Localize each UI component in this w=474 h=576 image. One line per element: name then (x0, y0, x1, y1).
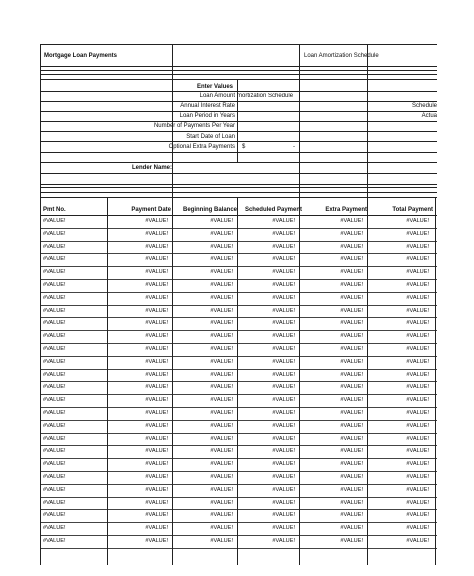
table-cell: #VALUE! (145, 410, 168, 416)
grid-line (41, 70, 437, 71)
table-cell: #VALUE! (210, 282, 233, 288)
table-cell: #VALUE! (210, 397, 233, 404)
table-cell: #VALUE! (145, 269, 168, 276)
grid-line (172, 197, 173, 565)
table-cell: #VALUE! (272, 371, 295, 378)
grid-line (41, 394, 437, 395)
table-cell: #VALUE! (340, 512, 363, 519)
table-cell: #VALUE! (210, 269, 233, 276)
grid-line (41, 173, 437, 174)
table-cell: #VALUE! (145, 384, 168, 391)
grid-line (41, 458, 437, 459)
table-cell: #VALUE! (145, 486, 168, 493)
table-cell: #VALUE! (210, 371, 233, 378)
table-cell: #VALUE! (272, 320, 295, 327)
grid-line (41, 548, 437, 549)
table-cell: #VALUE! (406, 371, 429, 378)
col-header-payment-date: Payment Date (131, 207, 171, 213)
table-cell: #VALUE! (272, 461, 295, 468)
grid-line (41, 187, 437, 188)
grid-line (41, 79, 437, 80)
table-cell: #VALUE! (406, 448, 429, 455)
table-cell: #VALUE! (272, 269, 295, 276)
row-pmt-no: #VALUE! (43, 218, 66, 224)
grid-line (41, 484, 437, 485)
row-pmt-no: #VALUE! (43, 282, 66, 288)
table-cell: #VALUE! (406, 243, 429, 250)
grid-line (107, 197, 108, 565)
table-cell: #VALUE! (406, 525, 429, 532)
row-pmt-no: #VALUE! (43, 474, 66, 480)
grid-line (41, 330, 437, 331)
grid-line (41, 266, 437, 267)
col-header-beginning-balance: Beginning Balance (182, 207, 237, 213)
table-cell: #VALUE! (272, 422, 295, 429)
lender-name-label: Lender Name: (131, 165, 172, 171)
table-cell: #VALUE! (145, 397, 168, 404)
table-cell: #VALUE! (210, 538, 233, 544)
table-cell: #VALUE! (272, 525, 295, 532)
table-cell: #VALUE! (340, 525, 363, 532)
table-cell: #VALUE! (145, 358, 168, 365)
table-cell: #VALUE! (340, 397, 363, 404)
table-cell: #VALUE! (406, 282, 429, 288)
grid-line (435, 197, 436, 565)
grid-line (299, 45, 300, 197)
grid-line (41, 420, 437, 421)
schedule-title: Loan Amortization Schedule (304, 53, 379, 59)
table-cell: #VALUE! (406, 346, 429, 352)
table-cell: #VALUE! (406, 410, 429, 416)
table-cell: #VALUE! (145, 371, 168, 378)
table-cell: #VALUE! (406, 333, 429, 340)
table-cell: #VALUE! (145, 448, 168, 455)
table-cell: #VALUE! (272, 486, 295, 493)
input-value-extra-dash: - (293, 144, 295, 150)
col-header-scheduled-payment: Scheduled Payment (244, 207, 302, 213)
table-cell: #VALUE! (210, 384, 233, 391)
right-label-schedule: Schedule (411, 103, 437, 109)
grid-line (41, 535, 437, 536)
grid-line (41, 197, 437, 198)
table-cell: #VALUE! (272, 397, 295, 404)
spreadsheet (40, 44, 437, 565)
table-cell: #VALUE! (340, 499, 363, 506)
row-pmt-no: #VALUE! (43, 499, 66, 506)
row-pmt-no: #VALUE! (43, 525, 66, 532)
grid-line (41, 253, 437, 254)
grid-line (41, 101, 437, 102)
grid-line (41, 228, 437, 229)
table-cell: #VALUE! (340, 294, 363, 301)
row-pmt-no: #VALUE! (43, 435, 66, 442)
table-cell: #VALUE! (406, 218, 429, 224)
row-pmt-no: #VALUE! (43, 294, 66, 301)
grid-line (41, 433, 437, 434)
table-cell: #VALUE! (340, 320, 363, 327)
table-cell: #VALUE! (340, 538, 363, 544)
table-cell: #VALUE! (272, 538, 295, 544)
table-cell: #VALUE! (210, 486, 233, 493)
table-cell: #VALUE! (145, 243, 168, 250)
table-cell: #VALUE! (340, 282, 363, 288)
table-cell: #VALUE! (272, 358, 295, 365)
table-cell: #VALUE! (145, 333, 168, 340)
table-cell: #VALUE! (406, 461, 429, 468)
table-cell: #VALUE! (145, 282, 168, 288)
table-cell: #VALUE! (210, 448, 233, 455)
table-cell: #VALUE! (406, 499, 429, 506)
row-pmt-no: #VALUE! (43, 333, 66, 340)
table-cell: #VALUE! (406, 397, 429, 404)
table-cell: #VALUE! (272, 243, 295, 250)
table-cell: #VALUE! (272, 499, 295, 506)
table-cell: #VALUE! (210, 525, 233, 532)
table-cell: #VALUE! (145, 294, 168, 301)
table-cell: #VALUE! (145, 320, 168, 327)
input-label-extra-payments: Optional Extra Payments (168, 144, 235, 150)
row-pmt-no: #VALUE! (43, 358, 66, 365)
table-cell: #VALUE! (210, 294, 233, 301)
grid-line (299, 197, 300, 565)
grid-line (41, 356, 437, 357)
table-cell: #VALUE! (272, 256, 295, 263)
table-cell: #VALUE! (145, 525, 168, 532)
table-cell: #VALUE! (210, 512, 233, 519)
table-cell: #VALUE! (406, 269, 429, 276)
grid-line (41, 305, 437, 306)
grid-line (41, 215, 437, 216)
input-label-start-date: Start Date of Loan (186, 134, 235, 140)
input-label-interest-rate: Annual Interest Rate (180, 103, 235, 109)
table-cell: #VALUE! (272, 230, 295, 237)
input-label-loan-amount: Loan Amount (199, 93, 235, 99)
row-pmt-no: #VALUE! (43, 320, 66, 327)
col-header-total-payment: Total Payment (392, 207, 433, 213)
grid-line (41, 66, 437, 67)
row-pmt-no: #VALUE! (43, 256, 66, 263)
grid-line (41, 343, 437, 344)
table-cell: #VALUE! (340, 243, 363, 250)
table-cell: #VALUE! (272, 512, 295, 519)
row-pmt-no: #VALUE! (43, 346, 66, 352)
table-cell: #VALUE! (340, 435, 363, 442)
table-cell: #VALUE! (406, 307, 429, 314)
grid-line (41, 445, 437, 446)
table-cell: #VALUE! (210, 499, 233, 506)
table-cell: #VALUE! (340, 218, 363, 224)
table-cell: #VALUE! (340, 422, 363, 429)
row-pmt-no: #VALUE! (43, 397, 66, 404)
input-value-extra-currency[interactable]: $ (242, 144, 246, 150)
grid-line (41, 74, 437, 75)
row-pmt-no: #VALUE! (43, 538, 66, 544)
table-cell: #VALUE! (210, 256, 233, 263)
table-cell: #VALUE! (340, 230, 363, 237)
table-cell: #VALUE! (340, 371, 363, 378)
table-cell: #VALUE! (210, 410, 233, 416)
enter-values-heading: Enter Values (197, 84, 234, 90)
table-cell: #VALUE! (210, 422, 233, 429)
table-cell: #VALUE! (210, 358, 233, 365)
grid-line (41, 121, 437, 122)
row-pmt-no: #VALUE! (43, 384, 66, 391)
table-cell: #VALUE! (406, 294, 429, 301)
table-cell: #VALUE! (272, 294, 295, 301)
grid-line (41, 509, 437, 510)
table-cell: #VALUE! (340, 307, 363, 314)
table-cell: #VALUE! (272, 410, 295, 416)
grid-line (41, 241, 437, 242)
right-label-actual: Actua (421, 113, 437, 119)
grid-line (41, 522, 437, 523)
table-cell: #VALUE! (210, 218, 233, 224)
table-cell: #VALUE! (145, 346, 168, 352)
table-cell: #VALUE! (210, 230, 233, 237)
table-cell: #VALUE! (145, 218, 168, 224)
row-pmt-no: #VALUE! (43, 448, 66, 455)
table-cell: #VALUE! (340, 384, 363, 391)
table-cell: #VALUE! (210, 320, 233, 327)
table-cell: #VALUE! (340, 269, 363, 276)
table-cell: #VALUE! (145, 474, 168, 480)
row-pmt-no: #VALUE! (43, 307, 66, 314)
table-cell: #VALUE! (340, 256, 363, 263)
grid-line (41, 369, 437, 370)
table-cell: #VALUE! (406, 320, 429, 327)
grid-line (41, 471, 437, 472)
table-cell: #VALUE! (406, 256, 429, 263)
table-cell: #VALUE! (272, 282, 295, 288)
table-cell: #VALUE! (340, 474, 363, 480)
grid-line (237, 79, 238, 162)
table-cell: #VALUE! (210, 346, 233, 352)
row-pmt-no: #VALUE! (43, 410, 66, 416)
sheet-title: Mortgage Loan Payments (44, 53, 118, 59)
col-header-extra-payment: Extra Payment (325, 207, 367, 213)
table-cell: #VALUE! (145, 461, 168, 468)
grid-line (172, 45, 173, 197)
table-cell: #VALUE! (145, 230, 168, 237)
table-cell: #VALUE! (272, 333, 295, 340)
table-cell: #VALUE! (406, 435, 429, 442)
input-label-loan-period: Loan Period in Years (179, 113, 235, 119)
table-cell: #VALUE! (406, 230, 429, 237)
row-pmt-no: #VALUE! (43, 269, 66, 276)
row-pmt-no: #VALUE! (43, 422, 66, 429)
table-cell: #VALUE! (145, 512, 168, 519)
grid-line (41, 141, 437, 142)
table-cell: #VALUE! (406, 474, 429, 480)
table-cell: #VALUE! (272, 346, 295, 352)
table-cell: #VALUE! (272, 435, 295, 442)
table-cell: #VALUE! (340, 333, 363, 340)
grid-line (41, 192, 437, 193)
table-cell: #VALUE! (406, 422, 429, 429)
table-cell: #VALUE! (145, 538, 168, 544)
grid-line (41, 152, 437, 153)
grid-line (41, 407, 437, 408)
table-cell: #VALUE! (210, 307, 233, 314)
table-cell: #VALUE! (406, 486, 429, 493)
grid-line (41, 111, 437, 112)
table-cell: #VALUE! (210, 474, 233, 480)
grid-line (41, 184, 437, 185)
table-cell: #VALUE! (406, 384, 429, 391)
table-cell: #VALUE! (272, 474, 295, 480)
row-pmt-no: #VALUE! (43, 371, 66, 378)
grid-line (41, 317, 437, 318)
table-cell: #VALUE! (406, 358, 429, 365)
table-cell: #VALUE! (210, 435, 233, 442)
table-cell: #VALUE! (406, 512, 429, 519)
input-value-loan-amount[interactable]: mortization Schedule (237, 93, 294, 99)
table-cell: #VALUE! (145, 307, 168, 314)
table-cell: #VALUE! (340, 410, 363, 416)
row-pmt-no: #VALUE! (43, 243, 66, 250)
table-cell: #VALUE! (272, 218, 295, 224)
grid-line (367, 45, 368, 197)
grid-line (41, 497, 437, 498)
table-cell: #VALUE! (340, 346, 363, 352)
table-cell: #VALUE! (406, 538, 429, 544)
grid-line (41, 131, 437, 132)
table-cell: #VALUE! (145, 422, 168, 429)
table-cell: #VALUE! (210, 333, 233, 340)
table-cell: #VALUE! (340, 486, 363, 493)
table-cell: #VALUE! (340, 448, 363, 455)
grid-line (237, 197, 238, 565)
table-cell: #VALUE! (340, 358, 363, 365)
table-cell: #VALUE! (145, 435, 168, 442)
table-cell: #VALUE! (340, 461, 363, 468)
table-cell: #VALUE! (210, 243, 233, 250)
grid-line (41, 91, 437, 92)
row-pmt-no: #VALUE! (43, 230, 66, 237)
table-cell: #VALUE! (210, 461, 233, 468)
table-cell: #VALUE! (272, 307, 295, 314)
input-label-payments-per-year: Number of Payments Per Year (153, 123, 235, 129)
col-header-pmt-no: Pmt No. (43, 207, 66, 213)
row-pmt-no: #VALUE! (43, 486, 66, 493)
grid-line (41, 162, 437, 163)
row-pmt-no: #VALUE! (43, 512, 66, 519)
grid-line (41, 279, 437, 280)
table-cell: #VALUE! (272, 448, 295, 455)
grid-line (367, 197, 368, 565)
grid-line (41, 292, 437, 293)
table-cell: #VALUE! (145, 256, 168, 263)
row-pmt-no: #VALUE! (43, 461, 66, 468)
grid-line (41, 381, 437, 382)
table-cell: #VALUE! (145, 499, 168, 506)
table-cell: #VALUE! (272, 384, 295, 391)
